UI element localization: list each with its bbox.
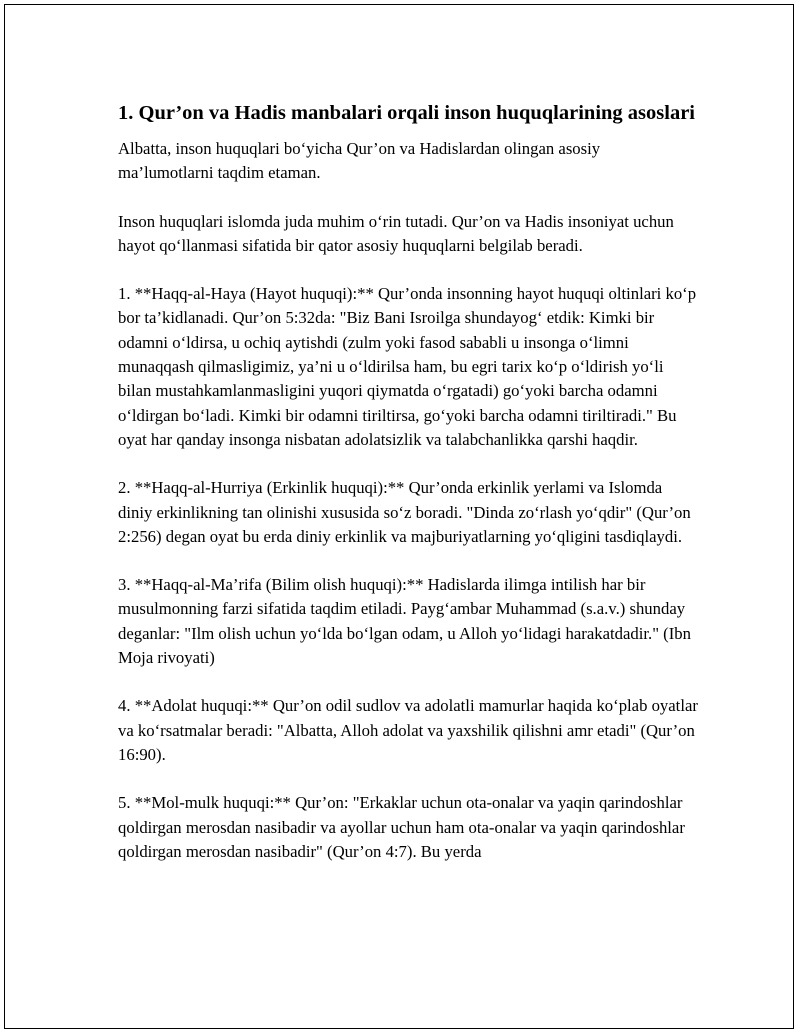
right-to-knowledge-paragraph: 3. **Haqq-al-Ma’rifa (Bilim olish huquqi):** Hadislarda ilimga intilish har bir musulmonning farzi sifatida taqdim etiladi. Payg‘ambar Muhammad (s.a.v.) shunday deganlar: "Ilm olish uchun yo‘lda bo‘lgan odam, u Alloh yo‘lidagi harakatdadir." (Ibn Moja rivoyati) <box>118 575 691 668</box>
right-to-freedom-paragraph: 2. **Haqq-al-Hurriya (Erkinlik huquqi):** Qur’onda erkinlik yerlami va Islomda diniy erkinlikning tan olinishi xususida so‘z boradi. "Dinda zo‘rlash yo‘qdir" (Qur’on 2:256) degan oyat bu erda diniy erkinlik va majburiyatlarning yo‘qligini tasdiqlaydi. <box>118 478 691 546</box>
overview-paragraph: Inson huquqlari islomda juda muhim o‘rin tutadi. Qur’on va Hadis insoniyat uchun hayot qo‘llanmasi sifatida bir qator asosiy huquqlarni belgilab beradi. <box>118 211 674 255</box>
document-body <box>118 99 698 888</box>
document-page <box>4 4 794 1029</box>
right-to-life-paragraph: 1. **Haqq-al-Haya (Hayot huquqi):** Qur’onda insonning hayot huquqi oltinlari ko‘p bor ta’kidlanadi. Qur’on 5:32da: "Biz Bani Isroilga shundayog‘ etdik: Kimki bir odamni o‘ldirsa, u ochiq aytishdi (zulm yoki fasod sababli u insonga o‘limni munaqqash qilmasligimiz, ya’ni u o‘ldirilsa ham, bu egri tarix ko‘p o‘ldirish yo‘li bilan mustahkamlanmasligini yuqori qiymatda o‘rgatadi) go‘yoki barcha odamni o‘ldirgan bo‘ladi. Kimki bir odamni tiriltirsa, go‘yoki barcha odamni tiriltiradi." Bu oyat har qanday insonga nisbatan adolatsizlik va talabchanlikka qarshi haqdir. <box>118 284 697 449</box>
right-to-justice-paragraph: 4. **Adolat huquqi:** Qur’on odil sudlov va adolatli mamurlar haqida ko‘plab oyatlar va ko‘rsatmalar beradi: "Albatta, Alloh adolat va yaxshilik qilishni amr etadi" (Qur’on 16:90). <box>118 696 698 764</box>
intro-paragraph: Albatta, inson huquqlari bo‘yicha Qur’on va Hadislardan olingan asosiy ma’lumotlarni taqdim etaman. <box>118 139 601 183</box>
document-title: 1. Qur’on va Hadis manbalari orqali inson huquqlarining asoslari <box>118 102 695 124</box>
right-to-property-paragraph: 5. **Mol-mulk huquqi:** Qur’on: "Erkaklar uchun ota-onalar va yaqin qarindoshlar qoldirgan merosdan nasibadir va ayollar uchun ham ota-onalar va yaqin qarindoshlar qoldirgan merosdan nasibadir" (Qur’on 4:7). Bu yerda <box>118 793 685 861</box>
